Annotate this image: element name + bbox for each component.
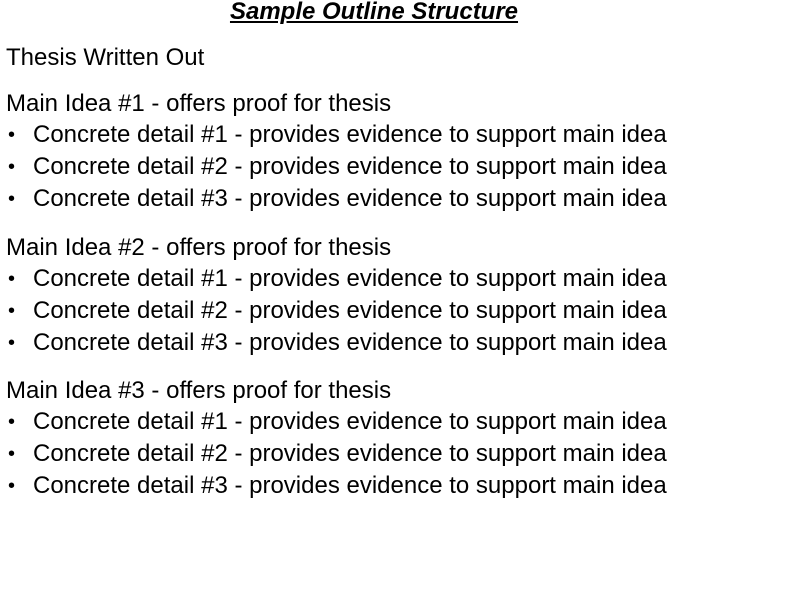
outline-section-1: [6, 90, 786, 216]
main-idea-heading: Main Idea #3 - offers proof for thesis: [6, 377, 392, 404]
detail-text: Concrete detail #1 - provides evidence to support main idea: [33, 265, 667, 292]
bullet-icon: •: [8, 411, 16, 433]
bullet-icon: •: [8, 156, 16, 178]
detail-item: [6, 439, 786, 471]
detail-text: Concrete detail #2 - provides evidence to support main idea: [33, 153, 667, 180]
detail-item: [6, 296, 786, 328]
detail-item: [6, 264, 786, 296]
detail-item: [6, 471, 786, 503]
bullet-icon: •: [8, 443, 16, 465]
detail-list: [6, 120, 786, 216]
outline-section-3: [6, 377, 786, 503]
detail-text: Concrete detail #3 - provides evidence to support main idea: [33, 472, 667, 499]
bullet-icon: •: [8, 332, 16, 354]
thesis-line: Thesis Written Out: [6, 44, 205, 71]
detail-item: [6, 328, 786, 360]
bullet-icon: •: [8, 268, 16, 290]
detail-item: [6, 120, 786, 152]
detail-list: [6, 264, 786, 360]
bullet-icon: •: [8, 300, 16, 322]
detail-text: Concrete detail #3 - provides evidence to support main idea: [33, 185, 667, 212]
detail-text: Concrete detail #3 - provides evidence to support main idea: [33, 329, 667, 356]
outline-section-2: [6, 234, 786, 360]
main-idea-heading: Main Idea #1 - offers proof for thesis: [6, 90, 392, 117]
main-idea-heading: Main Idea #2 - offers proof for thesis: [6, 234, 392, 261]
detail-text: Concrete detail #2 - provides evidence to support main idea: [33, 297, 667, 324]
bullet-icon: •: [8, 188, 16, 210]
detail-text: Concrete detail #1 - provides evidence to support main idea: [33, 408, 667, 435]
bullet-icon: •: [8, 475, 16, 497]
detail-item: [6, 152, 786, 184]
detail-item: [6, 407, 786, 439]
detail-list: [6, 407, 786, 503]
document-title: Sample Outline Structure: [229, 0, 519, 25]
detail-text: Concrete detail #1 - provides evidence to support main idea: [33, 121, 667, 148]
detail-item: [6, 184, 786, 216]
bullet-icon: •: [8, 124, 16, 146]
detail-text: Concrete detail #2 - provides evidence to support main idea: [33, 440, 667, 467]
